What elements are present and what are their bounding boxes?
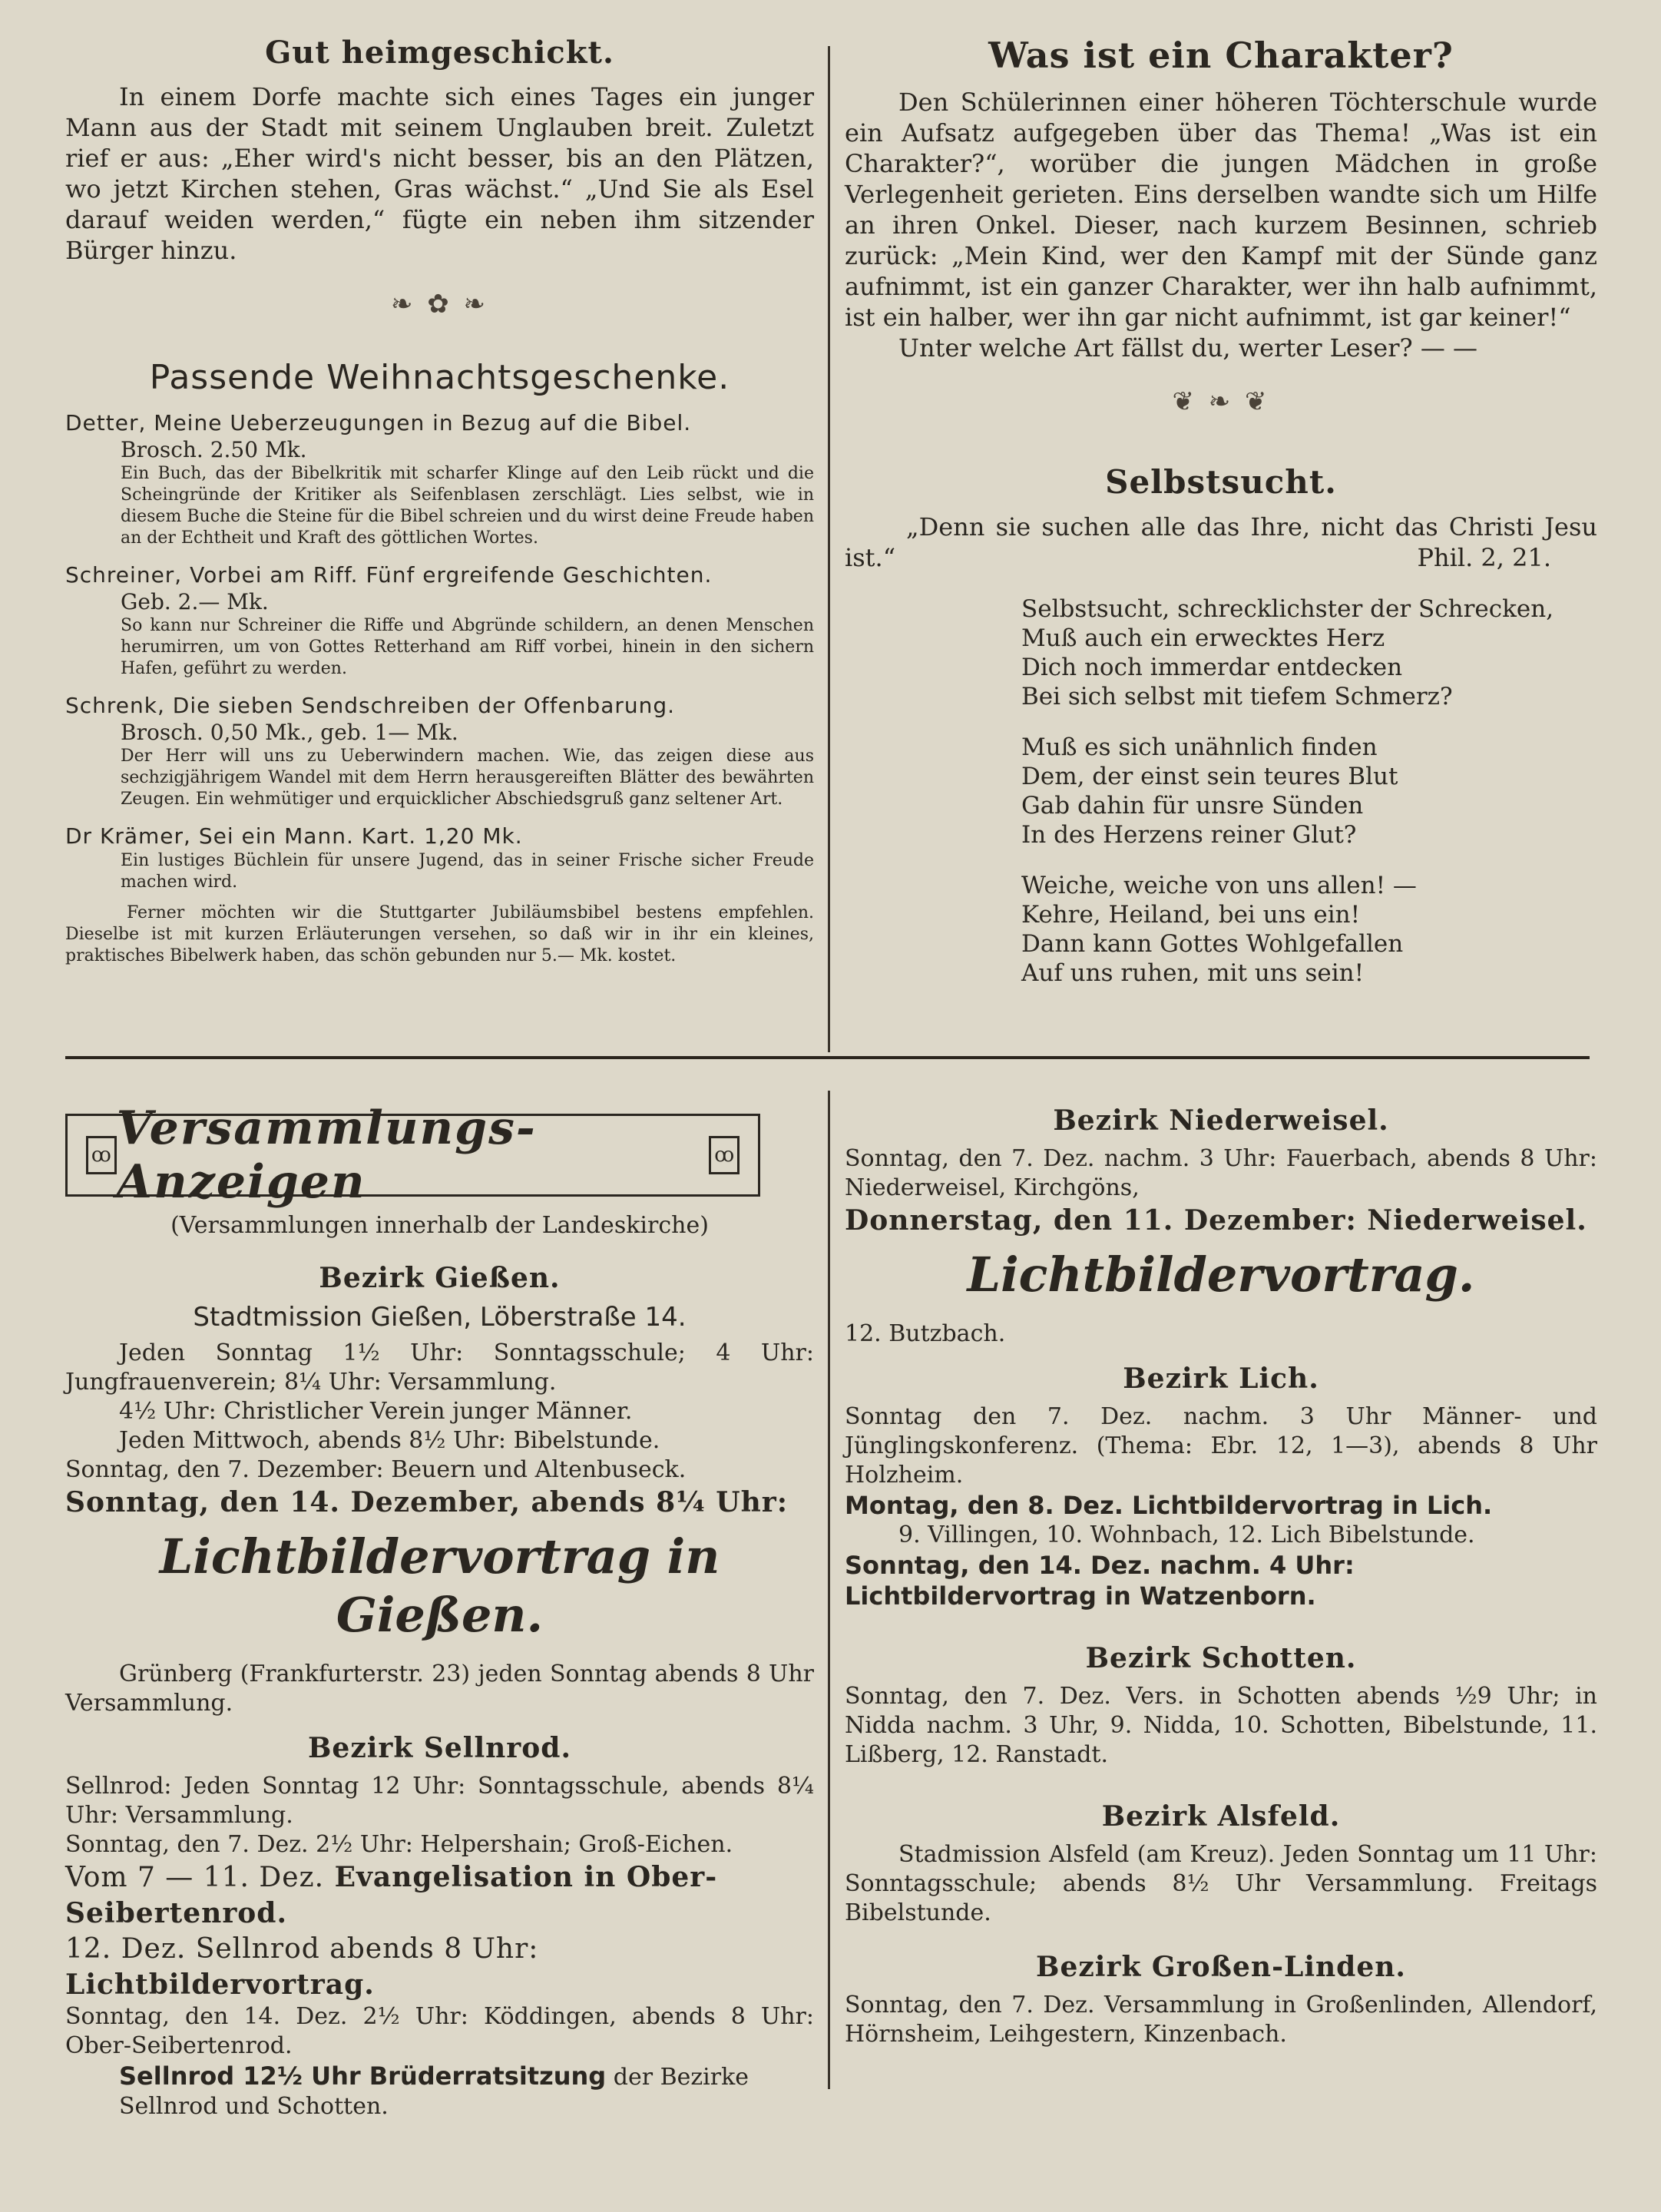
poem-stanza	[1021, 594, 1597, 711]
poem-line: Gab dahin für unsre Sünden	[1021, 792, 1364, 820]
highlight-line: Sonntag, den 14. Dezember, abends 8¼ Uhr:	[65, 1486, 789, 1518]
weihnacht-title: Passende Weihnachtsgeschenke.	[149, 358, 730, 397]
highlight-line: Sonntag, den 14. Dez. nachm. 4 Uhr: Lichtbildervortrag in Watzenborn.	[845, 1551, 1355, 1611]
book-title: Schrenk, Die sieben Sendschreiben der Offenbarung.	[65, 693, 676, 718]
book-entry	[65, 823, 814, 893]
schedule-line: 9. Villingen, 10. Wohnbach, 12. Lich Bibelstunde.	[898, 1522, 1475, 1548]
date-range: Vom 7 — 11. Dez.	[65, 1862, 325, 1893]
schedule-line: Grünberg (Frankfurterstr. 23) jeden Sonntag abends 8 Uhr Versammlung.	[65, 1661, 814, 1717]
district-title: Bezirk Alsfeld.	[1101, 1800, 1341, 1833]
book-entry	[65, 692, 814, 810]
poem-line: Dann kann Gottes Wohlgefallen	[1021, 930, 1404, 958]
poem-line: Selbstsucht, schrecklichster der Schrecken,	[1021, 595, 1554, 623]
schedule-line: Jeden Sonntag 1½ Uhr: Sonntagsschule; 4 Uhr: Jungfrauenverein; 8¼ Uhr: Versammlung.	[65, 1339, 814, 1396]
poem-line: Bei sich selbst mit tiefem Schmerz?	[1021, 683, 1453, 710]
selbstsucht-quote: „Denn sie suchen alle das Ihre, nicht das Christi Jesu ist.“	[845, 512, 1597, 572]
highlight-line	[65, 1859, 814, 1931]
book-desc: Der Herr will uns zu Ueberwindern machen. Wie, das zeigen diese aus sechzigjährigem Wandel mit dem Herrn herausgereiften Blätter des bewährten Zeugen. Ein wehmütiger und erquicklicher Abschiedsgruß ganz seltener Art.	[121, 747, 814, 809]
announcement-box	[65, 1101, 760, 1209]
schedule-line: Sonntag, den 14. Dez. 2½ Uhr: Köddingen, abends 8 Uhr: Ober-Seibertenrod.	[65, 2003, 814, 2059]
district-title: Bezirk Niederweisel.	[1053, 1104, 1389, 1137]
box-subtitle: (Versammlungen innerhalb der Landeskirche)	[170, 1212, 709, 1239]
selbstsucht-ref: Phil. 2, 21.	[1417, 543, 1551, 572]
box-title: Versammlungs-Anzeigen	[116, 1101, 537, 1209]
district-title: Bezirk Schotten.	[1085, 1642, 1357, 1674]
district-title: Bezirk Sellnrod.	[307, 1732, 571, 1764]
book-entry	[65, 409, 814, 549]
schedule-line: Sonntag, den 7. Dez. Versammlung in Großenlinden, Allendorf, Hörnsheim, Leihgestern, Kinzenbach.	[845, 1992, 1597, 2048]
schedule-line: Sonntag, den 7. Dez. 2½ Uhr: Helpershain; Groß-Eichen.	[65, 1831, 733, 1858]
book-entry	[65, 561, 814, 680]
ornament-icon: ❧ ✿ ❧	[390, 289, 489, 320]
book-price: Brosch. 0,50 Mk., geb. 1— Mk.	[121, 720, 458, 745]
lichtbild-label: Lichtbildervortrag.	[65, 1969, 375, 2001]
bruederrat-rest: der Bezirke Sellnrod und Schotten.	[119, 2064, 749, 2120]
schedule-line: 12. Butzbach.	[845, 1320, 1006, 1347]
book-desc: Ein lustiges Büchlein für unsere Jugend, das in seiner Frische sicher Freude machen wird.	[121, 851, 814, 892]
weihnacht-extra: Ferner möchten wir die Stuttgarter Jubiläumsbibel bestens empfehlen. Dieselbe ist mit kurzen Erläuterungen versehen, so daß wir in ihr ein kleines, praktisches Bibelwerk haben, das schön gebunden nur 5.— Mk. kostet.	[65, 903, 814, 965]
district-title: Bezirk Großen-Linden.	[1036, 1951, 1406, 1983]
poem-line: Kehre, Heiland, bei uns ein!	[1021, 901, 1361, 929]
heimgeschickt-title: Gut heimgeschickt.	[265, 35, 614, 71]
column-bottom-right	[845, 1091, 1597, 2181]
date-text: 12. Dez. Sellnrod abends 8 Uhr:	[65, 1933, 539, 1965]
poem-stanza	[1021, 733, 1597, 849]
column-top-left	[65, 35, 814, 1048]
section-rule	[65, 1056, 1590, 1059]
book-price: Brosch. 2.50 Mk.	[121, 437, 307, 462]
district-title: Bezirk Gießen.	[319, 1262, 561, 1294]
poem-stanza	[1021, 871, 1597, 988]
district-title: Bezirk Lich.	[1123, 1363, 1319, 1395]
poem-line: In des Herzens reiner Glut?	[1021, 821, 1357, 849]
book-desc: Ein Buch, das der Bibelkritik mit scharfer Klinge auf den Leib rückt und die Scheingründe der Kritiker als Seifenblasen zerschlägt. Lies selbst, wie in diesem Buche die Steine für die Bibel schreien und du wirst deine Freude haben an der Echtheit und Kraft des göttlichen Wortes.	[121, 464, 814, 548]
book-title: Detter, Meine Ueberzeugungen in Bezug auf die Bibel.	[65, 410, 692, 435]
poem-line: Weiche, weiche von uns allen! —	[1021, 872, 1417, 899]
poem	[1021, 594, 1597, 988]
selbstsucht-title: Selbstsucht.	[1105, 463, 1337, 501]
schedule-line: Sellnrod: Jeden Sonntag 12 Uhr: Sonntagsschule, abends 8¼ Uhr: Versammlung.	[65, 1773, 814, 1829]
book-title: Schreiner, Vorbei am Riff. Fünf ergreifende Geschichten.	[65, 562, 713, 588]
bruederrat: Sellnrod 12½ Uhr Brüderratsitzung	[119, 2061, 607, 2091]
charakter-title: Was ist ein Charakter?	[988, 35, 1454, 76]
poem-line: Dich noch immerdar entdecken	[1021, 654, 1403, 681]
poem-line: Muß auch ein erwecktes Herz	[1021, 624, 1385, 652]
book-desc: So kann nur Schreiner die Riffe und Abgründe schildern, an denen Menschen herumirren, um von Gottes Retterhand am Riff vorbei, hinein in den sichern Hafen, geführt zu werden.	[121, 616, 814, 678]
charakter-text2: Unter welche Art fällst du, werter Leser? — —	[898, 333, 1477, 363]
headline-lichtbild: Lichtbildervortrag in Gießen.	[159, 1528, 720, 1643]
schedule-line: Sonntag, den 7. Dezember: Beuern und Altenbuseck.	[65, 1456, 687, 1483]
ornament-icon: ꝏ	[86, 1136, 117, 1174]
schedule-line: 4½ Uhr: Christlicher Verein junger Männer.	[119, 1398, 633, 1425]
book-title: Dr Krämer, Sei ein Mann. Kart. 1,20 Mk.	[65, 823, 523, 849]
poem-line: Muß es sich unähnlich finden	[1021, 733, 1378, 761]
schedule-line: Sonntag, den 7. Dez. nachm. 3 Uhr: Fauerbach, abends 8 Uhr: Niederweisel, Kirchgöns,	[845, 1145, 1597, 1201]
schedule-line: Sonntag den 7. Dez. nachm. 3 Uhr Männer- und Jünglingskonferenz. (Thema: Ebr. 12, 1—3), abends 8 Uhr Holzheim.	[845, 1403, 1597, 1488]
poem-line: Auf uns ruhen, mit uns sein!	[1021, 959, 1365, 987]
column-bottom-left	[65, 1091, 814, 2181]
evangelisation: Evangelisation in Ober-Seibertenrod.	[65, 1861, 718, 1929]
stadtmission-line: Stadtmission Gießen, Löberstraße 14.	[193, 1302, 687, 1333]
schedule-line: Sonntag, den 7. Dez. Vers. in Schotten abends ½9 Uhr; in Nidda nachm. 3 Uhr, 9. Nidda, 10. Schotten, Bibelstunde, 11. Lißberg, 12. Ranstadt.	[845, 1683, 1597, 1768]
schedule-line: Stadmission Alsfeld (am Kreuz). Jeden Sonntag um 11 Uhr: Sonntagsschule; abends 8½ Uhr Versammlung. Freitags Bibelstunde.	[845, 1841, 1597, 1926]
column-rule-top	[828, 46, 830, 1052]
schedule-line: Jeden Mittwoch, abends 8½ Uhr: Bibelstunde.	[119, 1427, 660, 1454]
highlight-line: Montag, den 8. Dez. Lichtbildervortrag in Lich.	[845, 1491, 1493, 1520]
column-top-right	[845, 35, 1597, 1048]
poem-line: Dem, der einst sein teures Blut	[1021, 763, 1398, 790]
headline-lichtbild: Lichtbildervortrag.	[967, 1247, 1475, 1303]
charakter-text: Den Schülerinnen einer höheren Töchterschule wurde ein Aufsatz aufgegeben über das Thema! „Was ist ein Charakter?“, worüber die jungen Mädchen in große Verlegenheit gerieten. Eins derselben wandte sich um Hilfe an ihren Onkel. Dieser, nach kurzem Besinnen, schrieb zurück: „Mein Kind, wer den Kampf mit der Sünde ganz aufnimmt, ist ein ganzer Charakter, wer ihn halb aufnimmt, ist ein halber, wer ihn gar nicht aufnimmt, ist gar keiner!“	[845, 88, 1597, 332]
highlight-line: Donnerstag, den 11. Dezember: Niederweisel.	[845, 1204, 1587, 1237]
column-rule-bottom	[828, 1091, 830, 2089]
heimgeschickt-text: In einem Dorfe machte sich eines Tages ein junger Mann aus der Stadt mit seinem Unglauben breit. Zuletzt rief er aus: „Eher wird's nicht besser, bis an den Plätzen, wo jetzt Kirchen stehen, Gras wächst.“ „Und Sie als Esel darauf weiden werden,“ fügte ein neben ihm sitzender Bürger hinzu.	[65, 82, 814, 265]
book-price: Geb. 2.— Mk.	[121, 589, 269, 614]
ornament-icon: ꝏ	[709, 1136, 740, 1174]
ornament-icon: ❦ ❧ ❦	[1172, 386, 1270, 417]
highlight-line	[65, 1931, 814, 2002]
schedule-line	[65, 2061, 814, 2121]
